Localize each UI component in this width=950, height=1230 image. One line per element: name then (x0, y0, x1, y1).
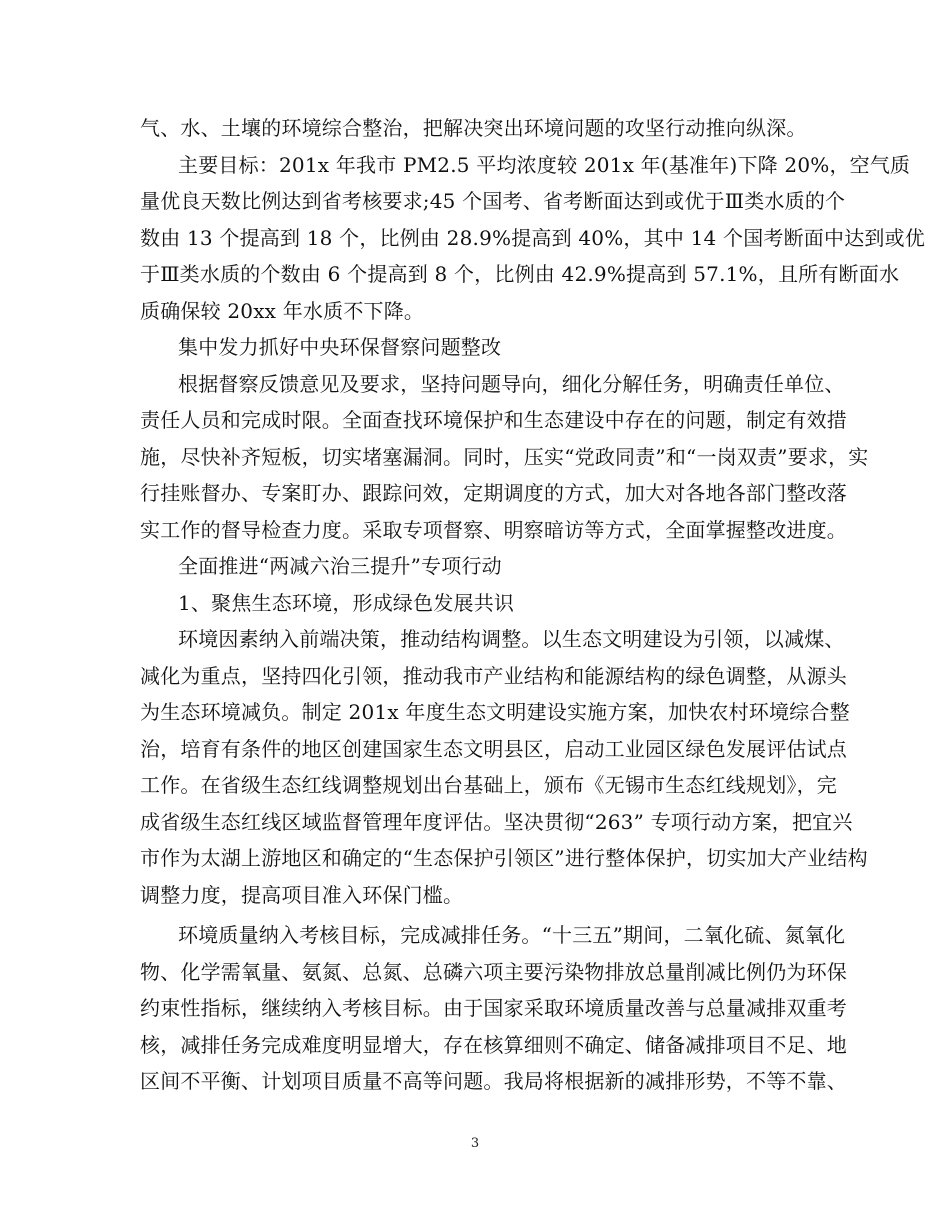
text-line: 数由 13 个提高到 18 个，比例由 28.9%提高到 40%，其中 14 个国考断面中达到或优 (140, 225, 925, 250)
text-line: 量优良天数比例达到省考核要求;45 个国考、省考断面达到或优于Ⅲ类水质的个 (140, 189, 846, 213)
text-line: 根据督察反馈意见及要求，坚持问题导向，细化分解任务，明确责任单位、 (178, 371, 845, 396)
text-line: 约束性指标，继续纳入考核目标。由于国家采取环境质量改善与总量减排双重考 (140, 996, 847, 1020)
text-line: 减化为重点，坚持四化引领，推动我市产业结构和能源结构的绿色调整，从源头 (140, 663, 847, 688)
text-line: 行挂账督办、专案盯办、跟踪问效，定期调度的方式，加大对各地各部门整改落 (140, 481, 847, 505)
text-line: 环境质量纳入考核目标，完成减排任务。“十三五”期间，二氧化硫、氮氧化 (178, 923, 846, 947)
subsection-heading: 1、聚焦生态环境，形成绿色发展共识 (178, 590, 515, 615)
text-line: 质确保较 20xx 年水质不下降。 (140, 298, 425, 323)
section-heading: 集中发力抓好中央环保督察问题整改 (178, 335, 502, 359)
text-line: 调整力度，提高项目准入环保门槛。 (140, 882, 464, 907)
section-heading: 全面推进“两减六治三提升”专项行动 (178, 554, 502, 578)
text-line: 工作。在省级生态红线调整规划出台基础上，颁布《无锡市生态红线规划》，完 (140, 773, 837, 797)
text-line: 市作为太湖上游地区和确定的“生态保护引领区”进行整体保护，切实加大产业结构 (140, 846, 868, 870)
text-line: 于Ⅲ类水质的个数由 6 个提高到 8 个，比例由 42.9%提高到 57.1%，且所有断面水 (140, 262, 900, 286)
document-body (140, 110, 925, 1100)
text-line: 成省级生态红线区域监督管理年度评估。坚决贯彻“263” 专项行动方案，把宜兴 (140, 809, 853, 834)
text-line: 核，减排任务完成难度明显增大，存在核算细则不确定、储备减排项目不足、地 (140, 1032, 847, 1057)
text-line: 为生态环境减负。制定 201x 年度生态文明建设实施方案，加快农村环境综合整 (140, 700, 850, 724)
text-line: 气、水、土壤的环境综合整治，把解决突出环境问题的攻坚行动推向纵深。 (140, 116, 807, 140)
text-line: 施，尽快补齐短板，切实堵塞漏洞。同时，压实“党政同责”和“一岗双责”要求，实 (140, 444, 869, 469)
page-number: 3 (470, 1136, 480, 1151)
text-line: 物、化学需氧量、氨氮、总氮、总磷六项主要污染物排放总量削减比例仍为环保 (140, 959, 847, 984)
text-line: 主要目标：201x 年我市 PM2.5 平均浓度较 201x 年(基准年)下降 20%，空气质 (178, 152, 911, 177)
text-line: 治，培育有条件的地区创建国家生态文明县区，启动工业园区绿色发展评估试点 (140, 736, 847, 761)
text-line: 区间不平衡、计划项目质量不高等问题。我局将根据新的减排形势，不等不靠、 (140, 1069, 847, 1093)
text-line: 实工作的督导检查力度。采取专项督察、明察暗访等方式，全面掌握整改进度。 (140, 517, 847, 542)
text-line: 环境因素纳入前端决策，推动结构调整。以生态文明建设为引领，以减煤、 (178, 627, 845, 651)
text-line: 责任人员和完成时限。全面查找环境保护和生态建设中存在的问题，制定有效措 (140, 408, 847, 432)
